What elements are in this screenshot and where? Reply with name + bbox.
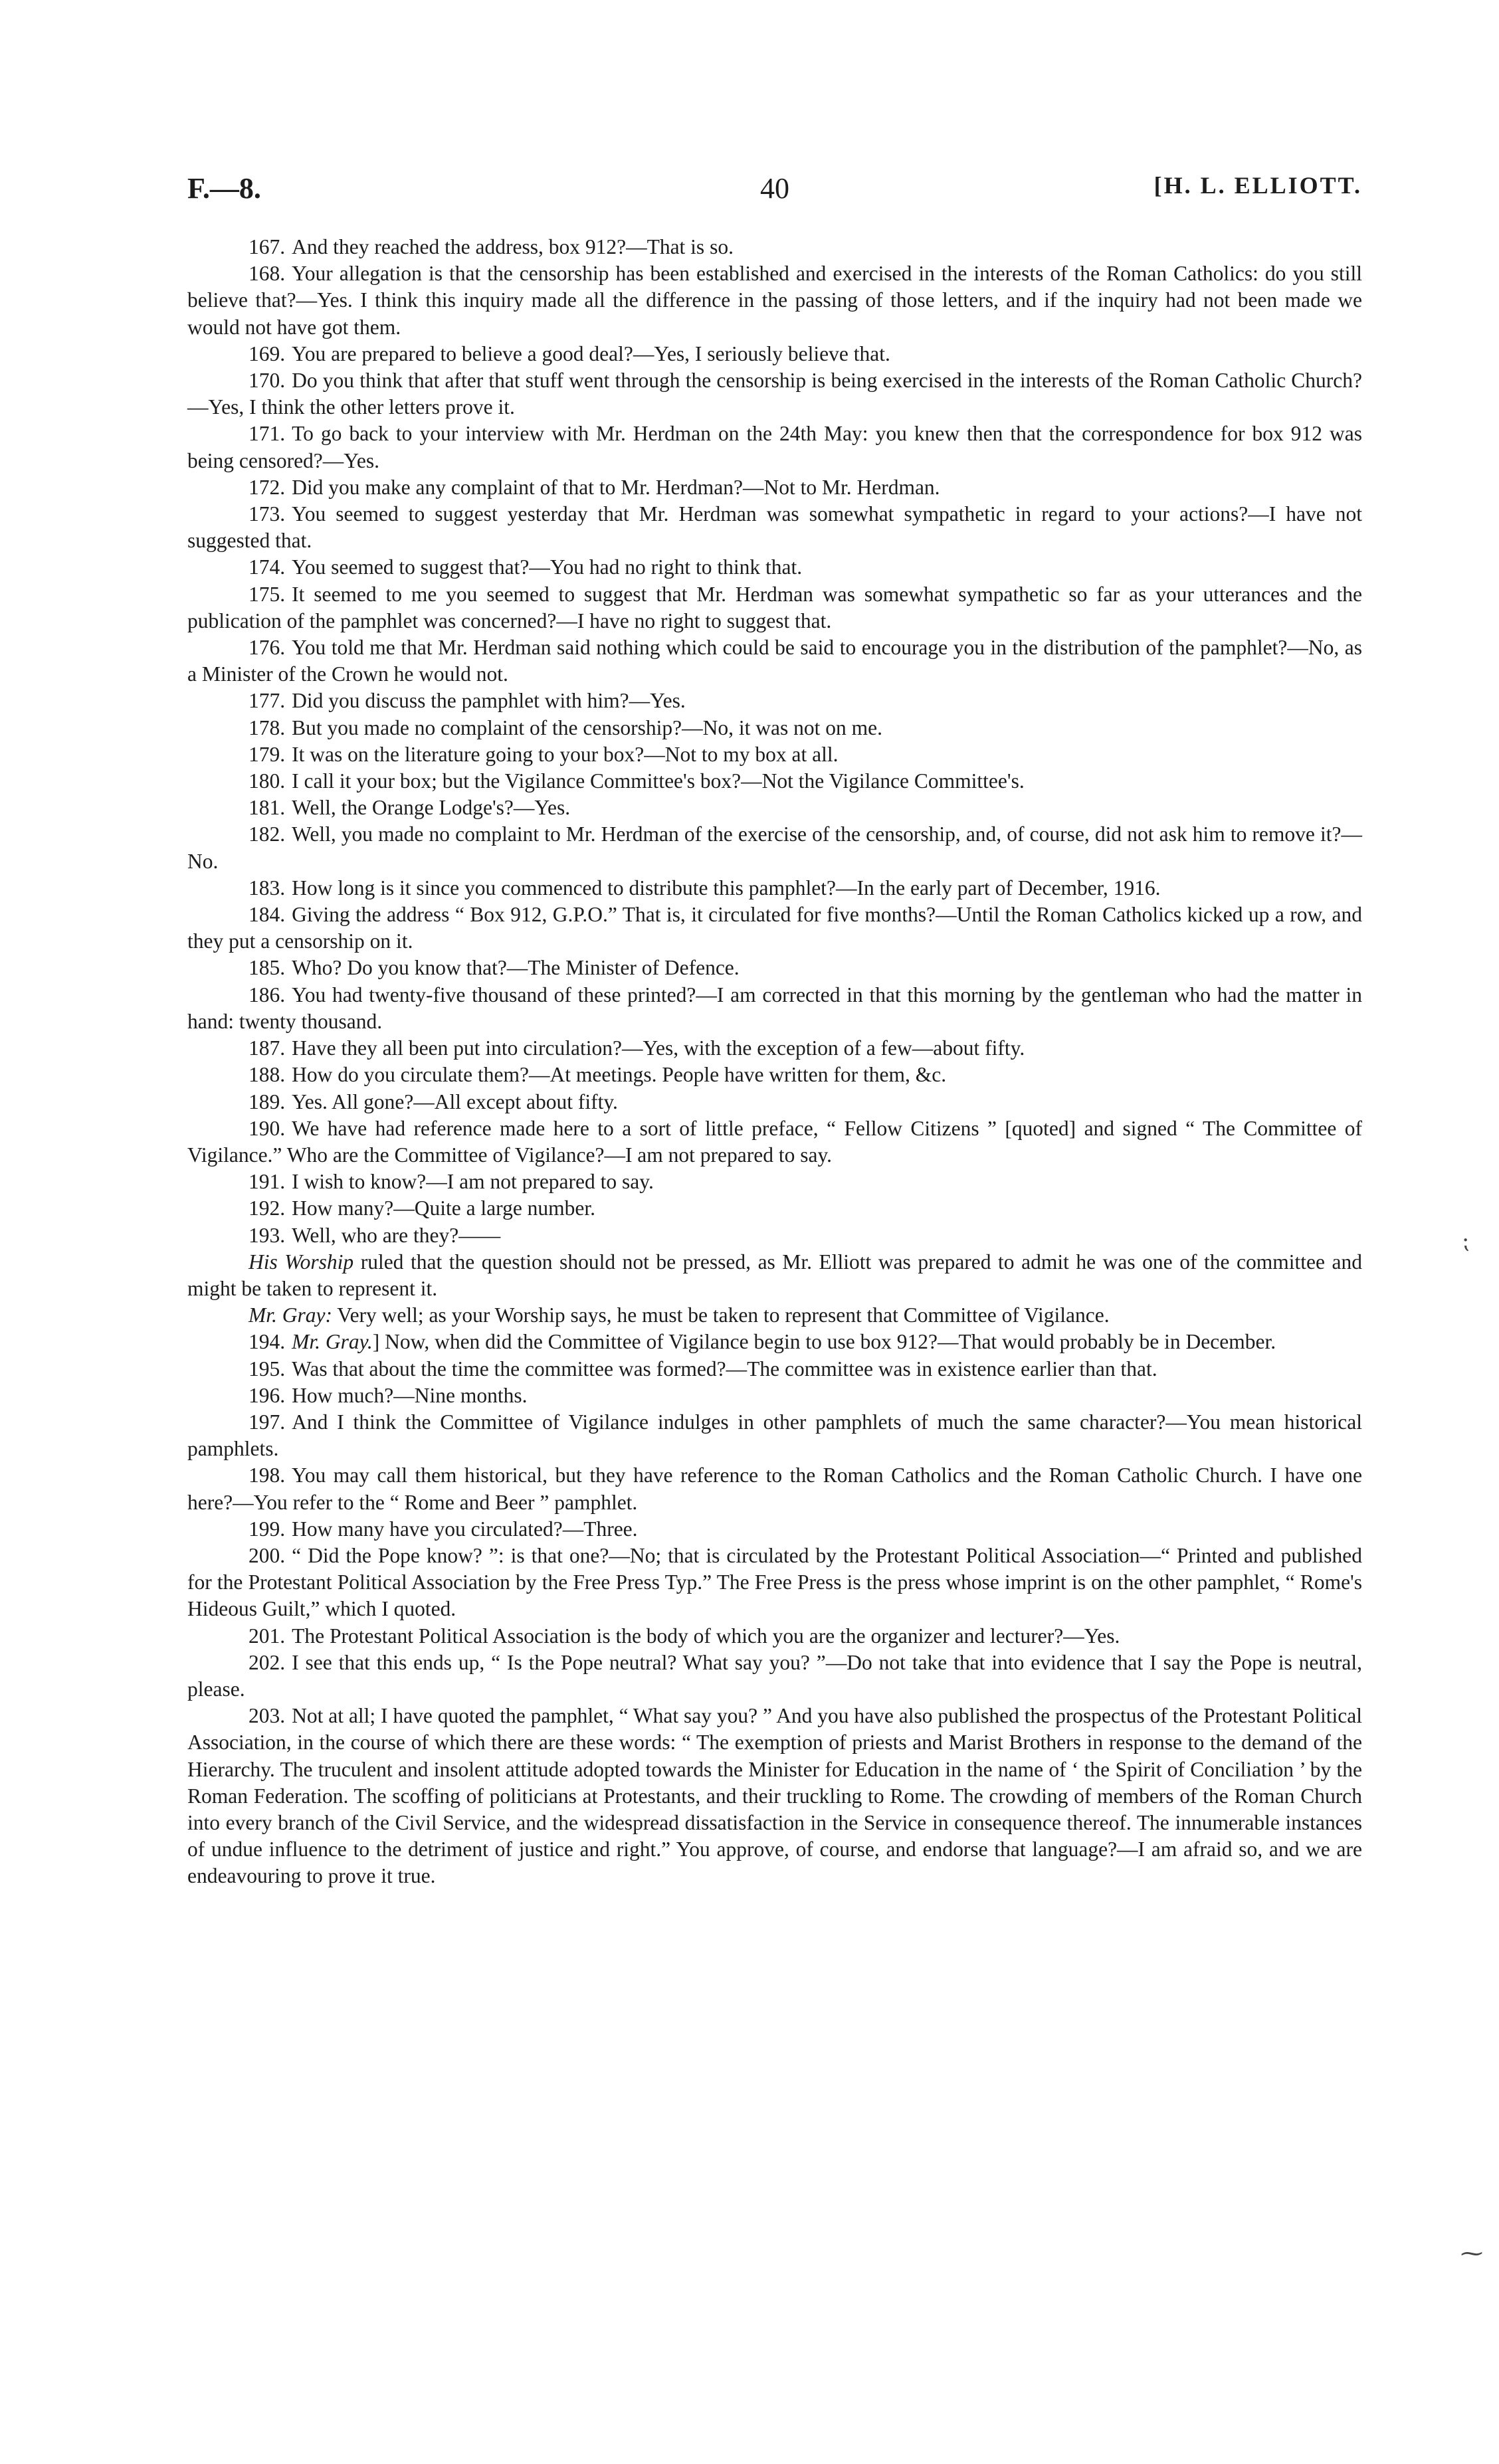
margin-mark: ⁓ (1460, 2241, 1483, 2266)
question-number: 184. (249, 903, 286, 927)
paragraph-text: Well, you made no complaint to Mr. Herdman of the exercise of the censorship, and, of course, did not ask him to remove it?—No. (187, 822, 1362, 873)
paragraph-text: I wish to know?—I am not prepared to say. (292, 1170, 654, 1194)
speaker-name: Mr. Gray: (249, 1303, 332, 1327)
testimony-paragraph (187, 260, 1362, 341)
question-number: 199. (249, 1517, 286, 1541)
testimony-paragraph (187, 341, 1362, 367)
question-number: 171. (249, 422, 286, 446)
paragraph-text: How many have you circulated?—Three. (292, 1517, 638, 1541)
testimony-paragraph (187, 955, 1362, 981)
testimony-paragraph (187, 982, 1362, 1035)
testimony-paragraph (187, 1382, 1362, 1409)
question-number: 180. (249, 769, 286, 793)
testimony-paragraph (187, 741, 1362, 768)
paragraph-text: Did you discuss the pamphlet with him?—Yes. (292, 689, 686, 713)
paragraph-text: How long is it since you commenced to distribute this pamphlet?—In the early part of December, 1916. (292, 876, 1161, 900)
question-number: 195. (249, 1357, 286, 1380)
testimony-paragraph (187, 1623, 1362, 1650)
question-number: 197. (249, 1410, 286, 1434)
testimony-paragraph (187, 1249, 1362, 1302)
testimony-paragraph (187, 367, 1362, 421)
paragraph-text: You may call them historical, but they have reference to the Roman Catholics and the Roman Catholic Church. I have one here?—You refer to the “ Rome and Beer ” pamphlet. (187, 1464, 1362, 1514)
testimony-paragraph (187, 1169, 1362, 1195)
paragraph-text: And I think the Committee of Vigilance indulges in other pamphlets of much the same character?—You mean historical pamphlets. (187, 1410, 1362, 1461)
paragraph-text: Do you think that after that stuff went through the censorship is being exercised in the interests of the Roman Catholic Church?—Yes, I think the other letters prove it. (187, 369, 1362, 419)
paragraph-text: Well, the Orange Lodge's?—Yes. (292, 796, 571, 820)
paragraph-text: Have they all been put into circulation?—Yes, with the exception of a few—about fifty. (292, 1036, 1025, 1060)
testimony-paragraph (187, 234, 1362, 260)
paragraph-text: And they reached the address, box 912?—That is so. (292, 235, 734, 258)
testimony-paragraph (187, 1462, 1362, 1515)
testimony-paragraph (187, 554, 1362, 581)
paragraph-text: Did you make any complaint of that to Mr. Herdman?—Not to Mr. Herdman. (292, 475, 940, 499)
paragraph-text: “ Did the Pope know? ”: is that one?—No; that is circulated by the Protestant Political Association—“ Printed and published for the Protestant Political Association by the Free Press Typ.” The Free Press is the press whose imprint is on the other pamphlet, “ Rome's Hideous Guilt,” which I quoted. (187, 1543, 1362, 1621)
question-number: 174. (249, 555, 286, 579)
paragraph-text: You seemed to suggest that?—You had no right to think that. (292, 555, 803, 579)
paragraph-text: We have had reference made here to a sort of little preface, “ Fellow Citizens ” [quoted] and signed “ The Committee of Vigilance.” Who are the Committee of Vigilance?—I am not prepared to say. (187, 1116, 1362, 1167)
testimony-paragraph (187, 1302, 1362, 1329)
testimony-paragraph (187, 1222, 1362, 1249)
paragraph-text: Was that about the time the committee was formed?—The committee was in existence earlier than that. (292, 1357, 1157, 1380)
paragraph-text: How do you circulate them?—At meetings. People have written for them, &c. (292, 1063, 947, 1087)
question-number: 196. (249, 1383, 286, 1407)
testimony-paragraph (187, 1543, 1362, 1623)
witness-name: [H. L. ELLIOTT. (1153, 172, 1362, 199)
paragraph-text: How much?—Nine months. (292, 1383, 528, 1407)
paragraph-text: I see that this ends up, “ Is the Pope neutral? What say you? ”—Do not take that into evidence that I say the Pope is neutral, please. (187, 1650, 1362, 1701)
testimony-paragraph (187, 821, 1362, 874)
paragraph-text: It seemed to me you seemed to suggest that Mr. Herdman was somewhat sympathetic so far as your utterances and the publication of the pamphlet was concerned?—I have no right to suggest that. (187, 582, 1362, 632)
paragraph-text: You are prepared to believe a good deal?—Yes, I seriously believe that. (292, 341, 890, 365)
testimony-paragraph (187, 795, 1362, 821)
testimony-paragraph (187, 875, 1362, 901)
paragraph-text: Not at all; I have quoted the pamphlet, “ What say you? ” And you have also published the prospectus of the Protestant Political Association, in the course of which there are these words: “ The exemption of priests and Marist Brothers in response to the demand of the Hierarchy. The truculent and insolent attitude adopted towards the Minister for Education in the name of ‘ the Spirit of Conciliation ’ by the Roman Federation. The scoffing of politicians at Protestants, and their truckling to Rome. The crowding of members of the Roman Church into every branch of the Civil Service, and the widespread dissatisfaction in the Service in consequence thereof. The innumerable instances of undue influence to the detriment of justice and right.” You approve, of course, and endorse that language?—I am afraid so, and we are endeavouring to prove it true. (187, 1704, 1362, 1888)
question-number: 202. (249, 1650, 286, 1674)
question-number: 190. (249, 1116, 286, 1140)
question-number: 177. (249, 689, 286, 713)
testimony-paragraph (187, 1062, 1362, 1088)
testimony-paragraph (187, 1409, 1362, 1462)
question-number: 191. (249, 1170, 286, 1194)
testimony-paragraph (187, 715, 1362, 741)
testimony-paragraph (187, 1650, 1362, 1703)
paragraph-text: Yes. All gone?—All except about fifty. (292, 1090, 618, 1113)
question-number: 201. (249, 1624, 286, 1648)
question-number: 169. (249, 341, 286, 365)
testimony-paragraph (187, 901, 1362, 955)
testimony-paragraph (187, 474, 1362, 501)
testimony-paragraph (187, 1329, 1362, 1355)
testimony-paragraph (187, 1516, 1362, 1543)
testimony-paragraph (187, 501, 1362, 554)
paragraph-text: Who? Do you know that?—The Minister of Defence. (292, 956, 740, 980)
paragraph-text: To go back to your interview with Mr. Herdman on the 24th May: you knew then that the correspondence for box 912 was being censored?—Yes. (187, 422, 1362, 472)
question-number: 167. (249, 235, 286, 258)
question-number: 186. (249, 983, 286, 1006)
question-number: 168. (249, 262, 286, 286)
question-number: 200. (249, 1543, 286, 1567)
speaker-name: Mr. Gray. (292, 1330, 373, 1354)
paragraph-text: How many?—Quite a large number. (292, 1196, 596, 1220)
testimony-paragraph (187, 581, 1362, 634)
question-number: 181. (249, 796, 286, 820)
question-number: 176. (249, 636, 286, 660)
testimony-paragraph (187, 1195, 1362, 1222)
question-number: 172. (249, 475, 286, 499)
question-number: 185. (249, 956, 286, 980)
testimony-paragraph (187, 768, 1362, 795)
question-number: 194. (249, 1330, 286, 1354)
testimony-paragraph (187, 1035, 1362, 1062)
paragraph-text: Well, who are they?—— (292, 1223, 501, 1247)
paragraph-text: You had twenty-five thousand of these printed?—I am corrected in that this morning by the gentleman who had the matter in hand: twenty thousand. (187, 983, 1362, 1033)
question-number: 175. (249, 582, 286, 606)
question-number: 183. (249, 876, 286, 900)
question-number: 170. (249, 369, 286, 393)
question-number: 203. (249, 1704, 286, 1728)
testimony-paragraph (187, 634, 1362, 688)
question-number: 182. (249, 822, 286, 846)
testimony-paragraph (187, 1703, 1362, 1889)
page-number: 40 (760, 172, 789, 205)
paragraph-text: You seemed to suggest yesterday that Mr. Herdman was somewhat sympathetic in regard to your actions?—I have not suggested that. (187, 502, 1362, 553)
paragraph-text: Giving the address “ Box 912, G.P.O.” That is, it circulated for five months?—Until the Roman Catholics kicked up a row, and they put a censorship on it. (187, 903, 1362, 953)
testimony-paragraph (187, 421, 1362, 474)
testimony-paragraph (187, 1115, 1362, 1169)
page-header (187, 171, 1362, 218)
paragraph-text: But you made no complaint of the censorship?—No, it was not on me. (292, 715, 882, 739)
question-number: 173. (249, 502, 286, 526)
question-number: 189. (249, 1090, 286, 1113)
question-number: 187. (249, 1036, 286, 1060)
question-number: 179. (249, 742, 286, 766)
paragraph-text: I call it your box; but the Vigilance Committee's box?—Not the Vigilance Committee's. (292, 769, 1025, 793)
testimony-paragraph (187, 1089, 1362, 1115)
testimony-paragraph (187, 688, 1362, 714)
paragraph-text: It was on the literature going to your box?—Not to my box at all. (292, 742, 839, 766)
paragraph-text: ruled that the question should not be pressed, as Mr. Elliott was prepared to admit he was one of the committee and might be taken to represent it. (187, 1250, 1362, 1300)
paragraph-text: The Protestant Political Association is the body of which you are the organizer and lecturer?—Yes. (292, 1624, 1120, 1648)
margin-mark: ⁏ (1462, 1229, 1470, 1254)
testimony-body (187, 234, 1362, 1890)
question-number: 192. (249, 1196, 286, 1220)
speaker-name: His Worship (249, 1250, 354, 1274)
paragraph-text: Very well; as your Worship says, he must be taken to represent that Committee of Vigilance. (332, 1303, 1110, 1327)
paragraph-text: ] Now, when did the Committee of Vigilance begin to use box 912?—That would probably be in December. (372, 1330, 1276, 1354)
paragraph-text: You told me that Mr. Herdman said nothing which could be said to encourage you in the distribution of the pamphlet?—No, as a Minister of the Crown he would not. (187, 636, 1362, 686)
document-reference: F.—8. (187, 172, 261, 205)
question-number: 178. (249, 715, 286, 739)
testimony-paragraph (187, 1356, 1362, 1382)
paragraph-text: Your allegation is that the censorship has been established and exercised in the interests of the Roman Catholics: do you still believe that?—Yes. I think this inquiry made all the difference in the passing of those letters, and if the inquiry had not been made we would not have got them. (187, 262, 1362, 339)
question-number: 198. (249, 1464, 286, 1487)
question-number: 188. (249, 1063, 286, 1087)
question-number: 193. (249, 1223, 286, 1247)
